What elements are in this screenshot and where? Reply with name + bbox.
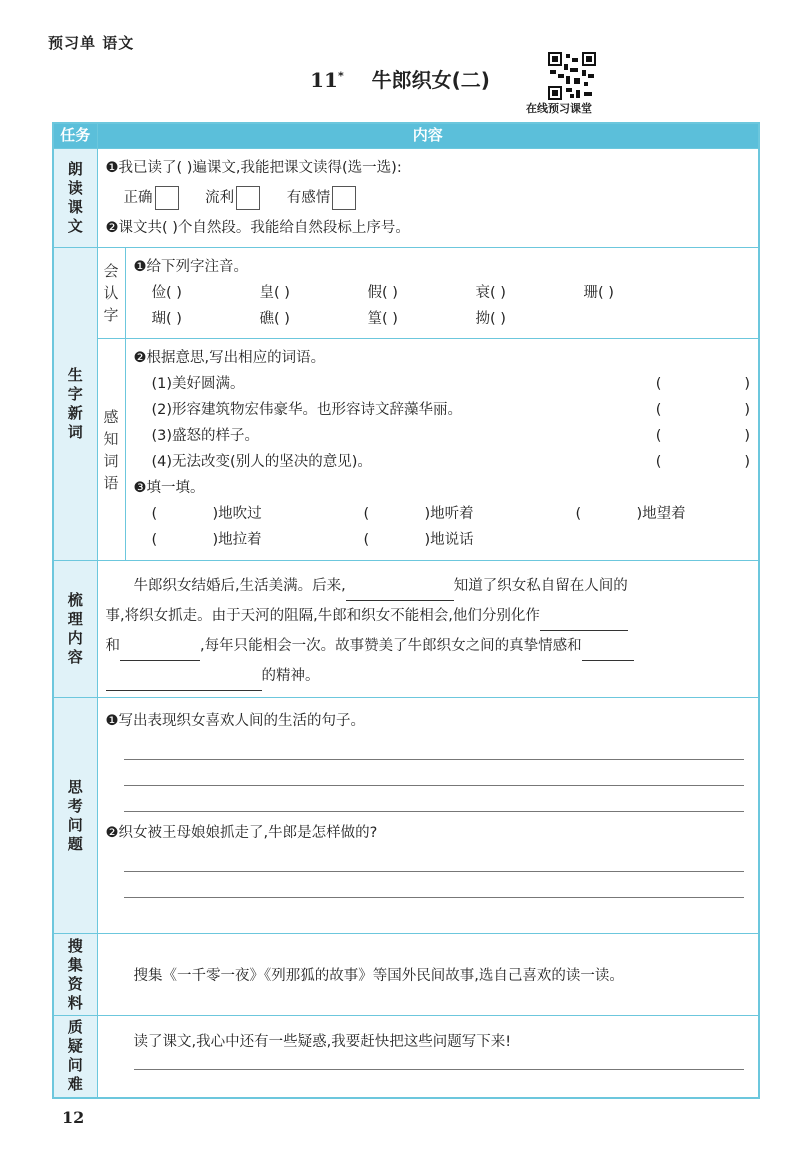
char-item[interactable]: 礁( )	[259, 311, 290, 327]
content-header: 内容	[97, 123, 759, 149]
reading-label: 朗读课文	[53, 149, 97, 248]
pinyin-row-1	[134, 280, 751, 306]
fill-item[interactable]: ( )地拉着	[151, 532, 262, 548]
question-1: ❶写出表现织女喜欢人间的生活的句子。	[105, 713, 365, 729]
lesson-title: 牛郎织女(二)	[371, 68, 490, 92]
think-row	[53, 698, 759, 934]
char-item[interactable]: 俭( )	[151, 285, 182, 301]
answer-line[interactable]	[124, 786, 745, 812]
option-label: 流利	[205, 190, 235, 206]
collect-label: 搜集资料	[53, 934, 97, 1016]
doubt-content	[97, 1016, 759, 1098]
fill-item[interactable]: ( )地说话	[363, 532, 474, 548]
char-item[interactable]: 篁( )	[367, 311, 398, 327]
option-checkbox[interactable]	[236, 186, 260, 210]
table-header-row	[53, 123, 759, 149]
reading-options	[106, 181, 751, 215]
header-label: 预习单 语文	[48, 34, 135, 52]
qr-label: 在线预习课堂	[526, 102, 592, 115]
char-item[interactable]: 假( )	[367, 285, 398, 301]
summary-row	[53, 561, 759, 698]
option-checkbox[interactable]	[155, 186, 179, 210]
definition-item: (4)无法改变(别人的坚决的意见)。 ( )	[134, 449, 751, 475]
lesson-star: *	[337, 69, 344, 83]
definition-item: (1)美好圆满。 ( )	[134, 371, 751, 397]
fill-title: ❸填一填。	[133, 480, 205, 496]
think-content	[97, 698, 759, 934]
doubt-label: 质疑问难	[53, 1016, 97, 1098]
blank-field[interactable]	[106, 672, 262, 691]
task-header: 任务	[53, 123, 97, 149]
perceive-content	[125, 339, 759, 561]
reading-content	[97, 149, 759, 248]
words-title: ❷根据意思,写出相应的词语。	[133, 350, 326, 366]
summary-text: 和	[105, 638, 120, 654]
collect-row	[53, 934, 759, 1016]
perceive-row	[53, 339, 759, 561]
recognize-row	[53, 248, 759, 339]
question-2: ❷织女被王母娘娘抓走了,牛郎是怎样做的?	[105, 825, 378, 841]
answer-line[interactable]	[124, 846, 745, 872]
definition-item: (3)盛怒的样子。 ( )	[134, 423, 751, 449]
answer-paren[interactable]: ( )	[655, 454, 750, 470]
char-item[interactable]: 拗( )	[475, 311, 506, 327]
summary-text: 事,将织女抓走。由于天河的阻隔,牛郎和织女不能相会,他们分别化作	[105, 608, 540, 624]
answer-paren[interactable]: ( )	[655, 376, 750, 392]
answer-line[interactable]	[124, 760, 745, 786]
blank-field[interactable]	[120, 642, 200, 661]
fill-item[interactable]: ( )地听着	[363, 506, 474, 522]
lesson-title-bar	[0, 64, 800, 93]
answer-line[interactable]	[134, 1051, 745, 1070]
definition-item: (2)形容建筑物宏伟豪华。也形容诗文辞藻华丽。 ( )	[134, 397, 751, 423]
option-label: 有感情	[286, 190, 331, 206]
summary-text: 牛郎织女结婚后,生活美满。后来,	[133, 578, 346, 594]
reading-item1: ❶我已读了( )遍课文,我能把课文读得(选一选):	[105, 160, 402, 176]
blank-field[interactable]	[582, 642, 634, 661]
fill-row-2	[134, 527, 751, 553]
qr-code-icon[interactable]	[548, 52, 596, 100]
char-item[interactable]: 皇( )	[259, 285, 290, 301]
option-checkbox[interactable]	[332, 186, 356, 210]
answer-line[interactable]	[124, 734, 745, 760]
recognize-label: 会认字	[97, 248, 125, 339]
summary-text: 的精神。	[261, 668, 320, 684]
summary-label: 梳理内容	[53, 561, 97, 698]
characters-label: 生字新词	[53, 248, 97, 561]
recognize-content	[125, 248, 759, 339]
fill-item[interactable]: ( )地望着	[575, 506, 686, 522]
blank-field[interactable]	[540, 612, 628, 631]
pinyin-row-2	[134, 306, 751, 332]
option-label: 正确	[123, 190, 153, 206]
char-item[interactable]: 珊( )	[583, 285, 614, 301]
char-item[interactable]: 衰( )	[475, 285, 506, 301]
doubt-text: 读了课文,我心中还有一些疑惑,我要赶快把这些问题写下来!	[133, 1034, 512, 1050]
reading-row	[53, 149, 759, 248]
lesson-number: 11	[310, 68, 338, 92]
perceive-label: 感知词语	[97, 339, 125, 561]
answer-paren[interactable]: ( )	[655, 428, 750, 444]
summary-content	[97, 561, 759, 698]
worksheet-table	[52, 122, 760, 1099]
collect-text: 搜集《一千零一夜》《列那狐的故事》等国外民间故事,选自己喜欢的读一读。	[97, 934, 759, 1016]
recognize-title: ❶给下列字注音。	[133, 259, 248, 275]
answer-line[interactable]	[124, 872, 745, 898]
answer-paren[interactable]: ( )	[655, 402, 750, 418]
fill-item[interactable]: ( )地吹过	[151, 506, 262, 522]
char-item[interactable]: 瑚( )	[151, 311, 182, 327]
blank-field[interactable]	[346, 582, 454, 601]
doubt-row	[53, 1016, 759, 1098]
summary-text: 知道了织女私自留在人间的	[453, 578, 628, 594]
summary-text: ,每年只能相会一次。故事赞美了牛郎织女之间的真挚情感和	[200, 638, 582, 654]
fill-row-1	[134, 501, 751, 527]
reading-item2: ❷课文共( )个自然段。我能给自然段标上序号。	[105, 220, 410, 236]
think-label: 思考问题	[53, 698, 97, 934]
page-number: 12	[62, 1108, 85, 1127]
